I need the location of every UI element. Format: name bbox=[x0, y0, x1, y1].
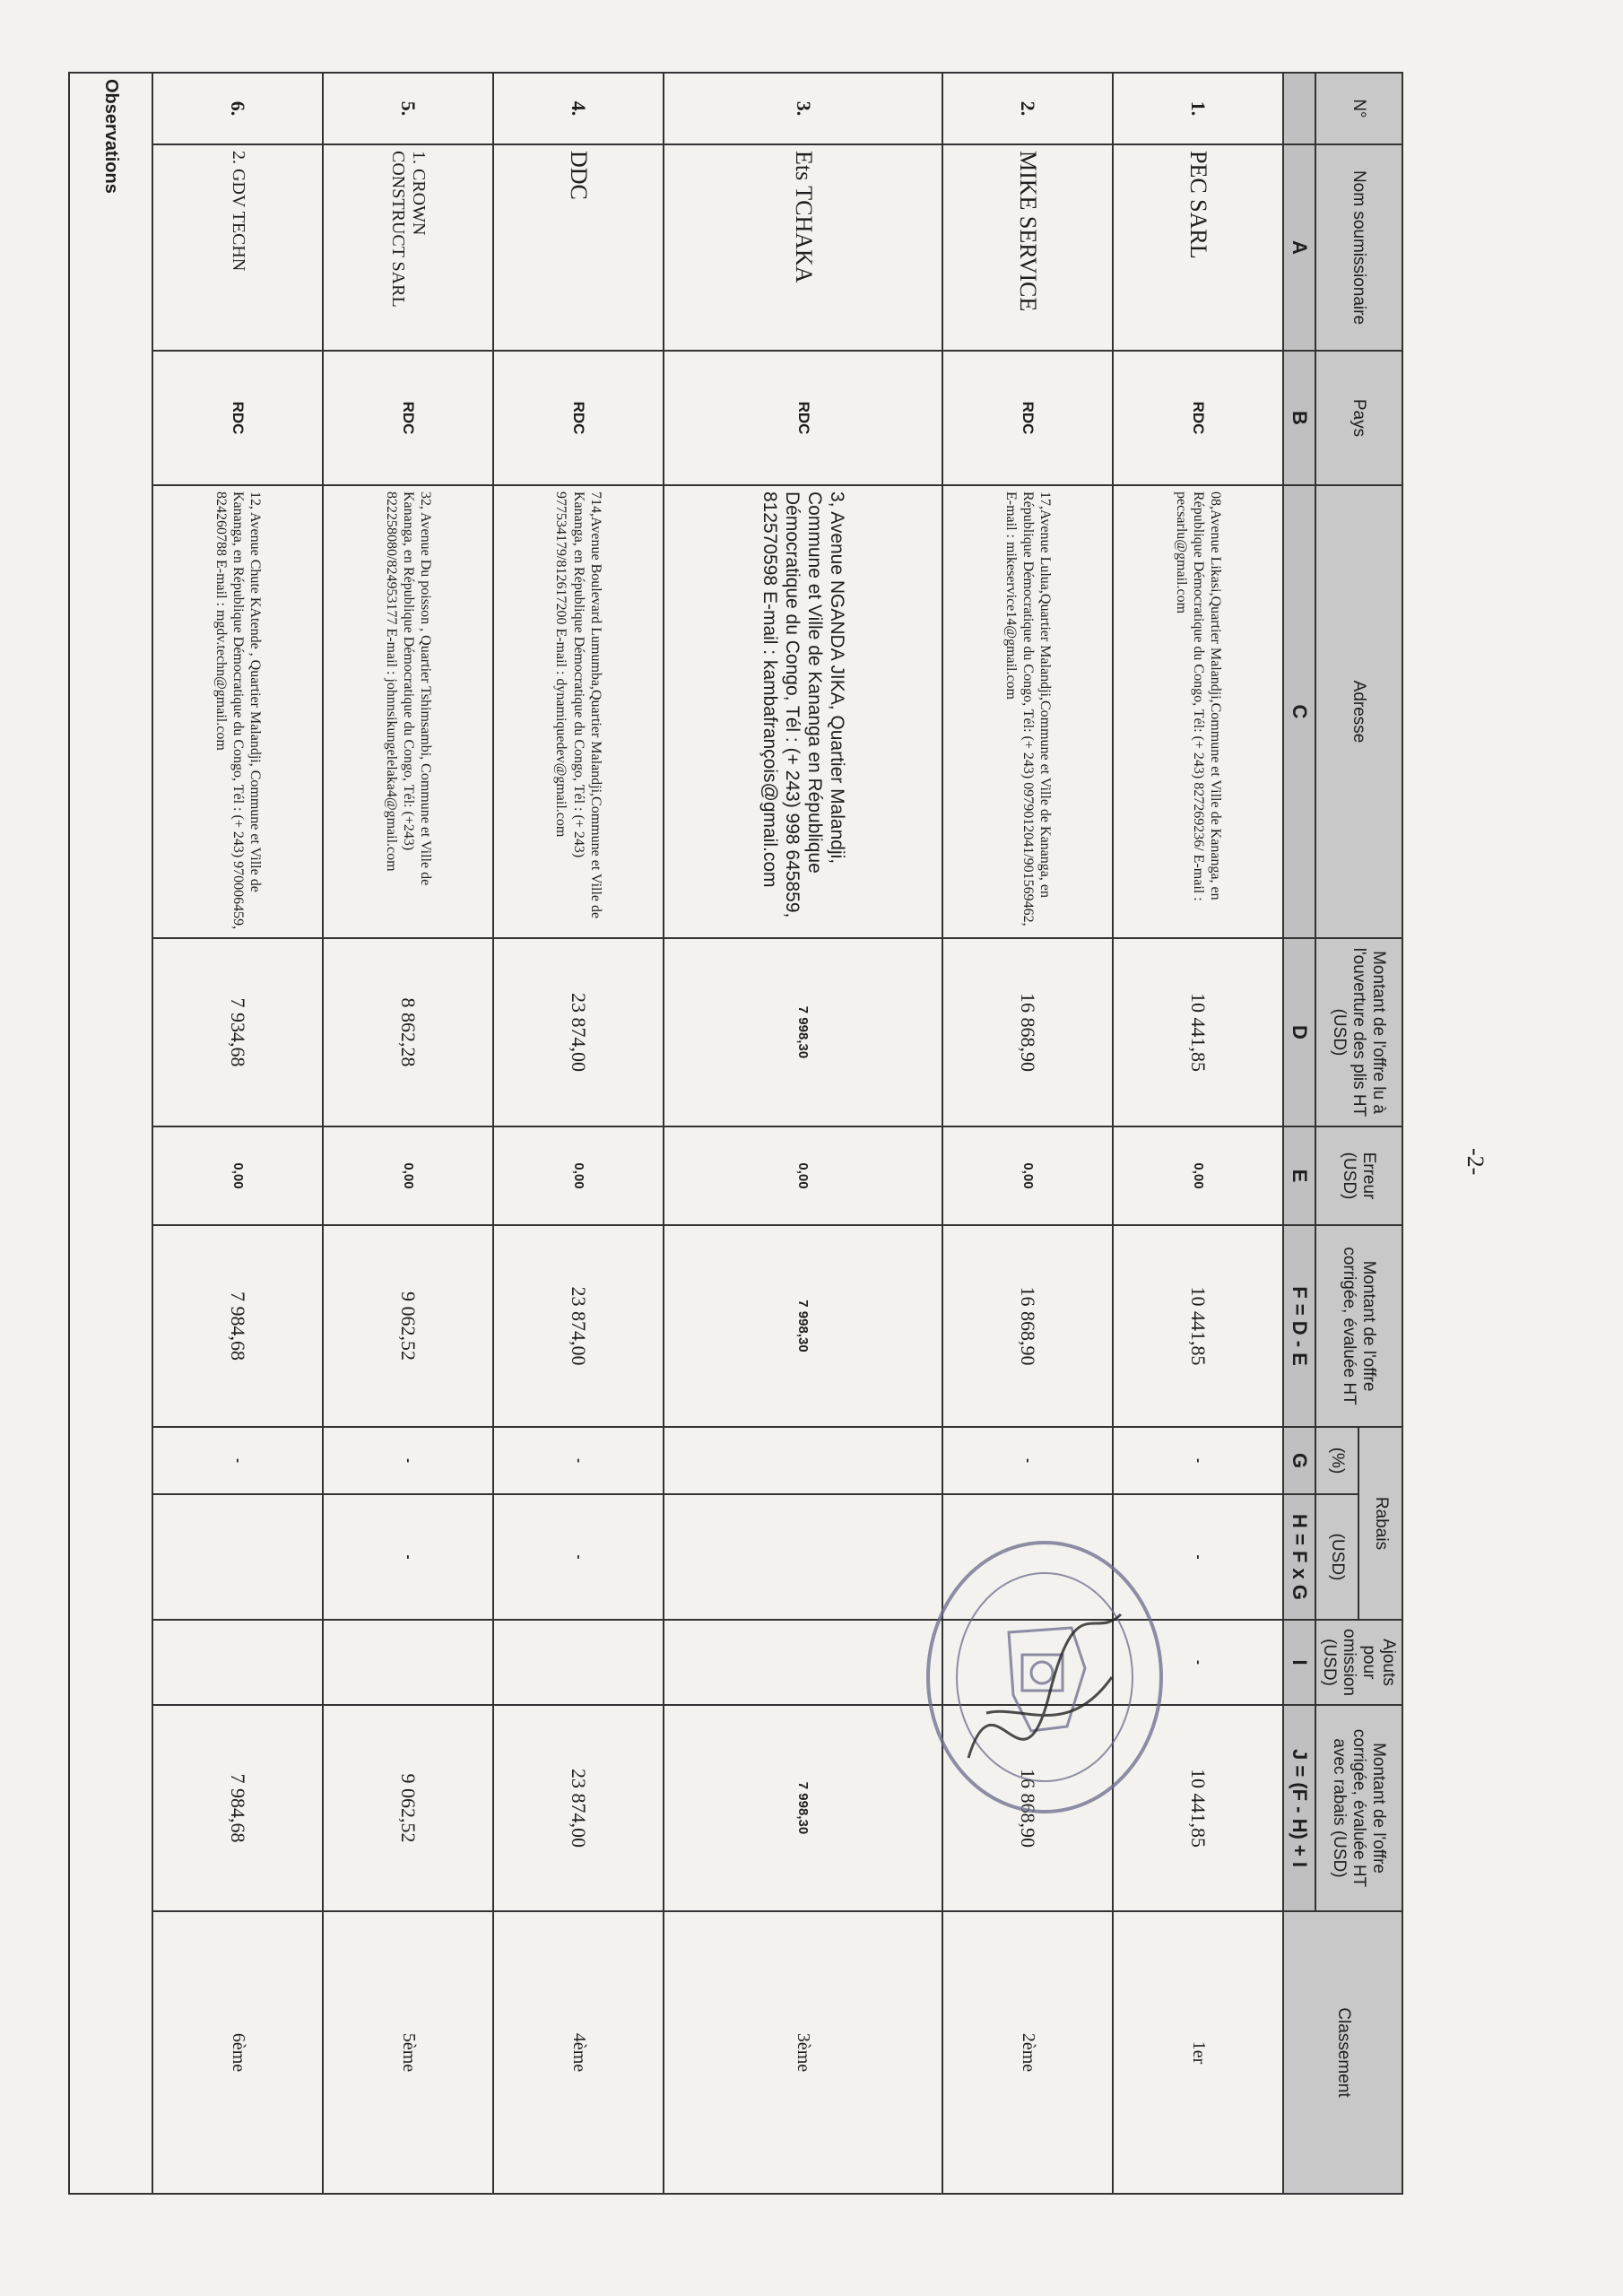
row-name: Ets TCHAKA bbox=[664, 144, 942, 351]
row-montant-d: 7 934,68 bbox=[152, 938, 323, 1126]
row-no: 2. bbox=[942, 73, 1113, 144]
observations-label: Observations bbox=[69, 73, 152, 2194]
row-pays: RDC bbox=[1113, 351, 1283, 485]
row-montant-j: 9 062,52 bbox=[323, 1705, 493, 1911]
row-montant-j: 16 868,90 bbox=[942, 1705, 1113, 1911]
row-pays: RDC bbox=[493, 351, 664, 485]
header-pays: Pays bbox=[1315, 351, 1402, 485]
row-pays: RDC bbox=[323, 351, 493, 485]
letter-a: A bbox=[1283, 144, 1315, 351]
header-montant-corrige: Montant de l'offre corrigée, évaluée HT bbox=[1315, 1225, 1402, 1427]
row-no: 3. bbox=[664, 73, 942, 144]
row-montant-j: 23 874,00 bbox=[493, 1705, 664, 1911]
row-erreur-e: 0,00 bbox=[323, 1126, 493, 1225]
letter-j: J = (F - H) + I bbox=[1283, 1705, 1315, 1911]
row-montant-d: 7 998,30 bbox=[664, 938, 942, 1126]
header-adresse: Adresse bbox=[1315, 485, 1402, 938]
row-rabais-g: - bbox=[1113, 1427, 1283, 1494]
row-name: 2. GDV TECHN bbox=[152, 144, 323, 351]
row-ajouts-i bbox=[493, 1620, 664, 1705]
row-rabais-h: - bbox=[323, 1494, 493, 1620]
row-montant-d: 8 862,28 bbox=[323, 938, 493, 1126]
row-montant-d: 16 868,90 bbox=[942, 938, 1113, 1126]
table-row bbox=[493, 73, 664, 2194]
row-adresse: 714,Avenue Boulevard Lumumba,Quartier Malandji,Commune et Ville de Kananga, en République Démocratique du Congo, Tél : (+ 243) 977534179/812617200 E-mail : dynamiquedev@gmail.com bbox=[493, 485, 664, 938]
row-montant-j: 10 441,85 bbox=[1113, 1705, 1283, 1911]
table-row bbox=[1113, 73, 1283, 2194]
row-ajouts-i bbox=[664, 1620, 942, 1705]
table-row bbox=[152, 73, 323, 2194]
table-row bbox=[664, 73, 942, 2194]
table-row bbox=[323, 73, 493, 2194]
row-name: MIKE SERVICE bbox=[942, 144, 1113, 351]
row-rabais-h: - bbox=[493, 1494, 664, 1620]
row-rabais-h: - bbox=[1113, 1494, 1283, 1620]
row-erreur-e: 0,00 bbox=[664, 1126, 942, 1225]
evaluation-table-sheet bbox=[99, 72, 1403, 2193]
row-montant-f: 23 874,00 bbox=[493, 1225, 664, 1427]
row-rank: 3ème bbox=[664, 1911, 942, 2194]
row-adresse: 3, Avenue NGANDA JIKA, Quartier Malandji, Commune et Ville de Kananga en République Démocratique du Congo, Tél : (+ 243) 998 645859, 812570598 E-mail : kambafrançois@gmail.com bbox=[664, 485, 942, 938]
row-pays: RDC bbox=[664, 351, 942, 485]
row-adresse: 08,Avenue Likasi,Quartier Malandji,Commune et Ville de Kananga, en République Démocratique du Congo, Tél: (+ 243) 827269236/ E-mail : pecsarlu@gmail.com bbox=[1113, 485, 1283, 938]
header-no: N° bbox=[1315, 73, 1402, 144]
row-adresse: 12, Avenue Chute KAtende , Quartier Malandji, Commune et Ville de Kananga, en République Démocratique du Congo, Tél : (+ 243) 970006459, 824260788 E-mail : mgdv.techn@gmail.com bbox=[152, 485, 323, 938]
row-montant-d: 23 874,00 bbox=[493, 938, 664, 1126]
row-erreur-e: 0,00 bbox=[1113, 1126, 1283, 1225]
letter-b: B bbox=[1283, 351, 1315, 485]
header-ajouts: Ajouts pour omission (USD) bbox=[1315, 1620, 1402, 1705]
observations-row bbox=[69, 73, 152, 2194]
row-rank: 5ème bbox=[323, 1911, 493, 2194]
letter-c: C bbox=[1283, 485, 1315, 938]
row-name: DDC bbox=[493, 144, 664, 351]
row-montant-f: 7 998,30 bbox=[664, 1225, 942, 1427]
header-montant-final: Montant de l'offre corrigée, évaluée HT avec rabais (USD) bbox=[1315, 1705, 1402, 1911]
letter-f: F = D - E bbox=[1283, 1225, 1315, 1427]
row-rabais-h bbox=[664, 1494, 942, 1620]
row-montant-f: 10 441,85 bbox=[1113, 1225, 1283, 1427]
row-ajouts-i: - bbox=[1113, 1620, 1283, 1705]
row-name: PEC SARL bbox=[1113, 144, 1283, 351]
row-erreur-e: 0,00 bbox=[152, 1126, 323, 1225]
row-montant-f: 9 062,52 bbox=[323, 1225, 493, 1427]
letter-e: E bbox=[1283, 1126, 1315, 1225]
row-rank: 1er bbox=[1113, 1911, 1283, 2194]
letter-h: H = F x G bbox=[1283, 1494, 1315, 1620]
header-rabais-pct: (%) bbox=[1315, 1427, 1359, 1494]
row-rank: 6ème bbox=[152, 1911, 323, 2194]
row-montant-f: 7 984,68 bbox=[152, 1225, 323, 1427]
row-name: 1. CROWN CONSTRUCT SARL bbox=[323, 144, 493, 351]
row-rabais-g: - bbox=[942, 1427, 1113, 1494]
table-row bbox=[942, 73, 1113, 2194]
header-row bbox=[1358, 73, 1402, 2194]
row-erreur-e: 0,00 bbox=[942, 1126, 1113, 1225]
letter-g: G bbox=[1283, 1427, 1315, 1494]
row-no: 1. bbox=[1113, 73, 1283, 144]
row-ajouts-i bbox=[152, 1620, 323, 1705]
header-rabais: Rabais bbox=[1358, 1427, 1402, 1620]
row-montant-j: 7 998,30 bbox=[664, 1705, 942, 1911]
row-rabais-g bbox=[664, 1427, 942, 1494]
row-rank: 2ème bbox=[942, 1911, 1113, 2194]
row-montant-f: 16 868,90 bbox=[942, 1225, 1113, 1427]
row-rabais-g: - bbox=[493, 1427, 664, 1494]
row-ajouts-i bbox=[323, 1620, 493, 1705]
row-rabais-h bbox=[152, 1494, 323, 1620]
header-montant-ouverture: Montant de l'offre lu à l'ouverture des plis HT (USD) bbox=[1315, 938, 1402, 1126]
row-adresse: 32, Avenue Du poisson , Quartier Tshimsambi, Commune et Ville de Kananga, en République Démocratique du Congo, Tél: (+243) 822258080/824953177 E-mail : johnnsikungelelaka4@gmail.com bbox=[323, 485, 493, 938]
evaluation-table bbox=[68, 72, 1403, 2195]
header-erreur: Erreur (USD) bbox=[1315, 1126, 1402, 1225]
row-rank: 4ème bbox=[493, 1911, 664, 2194]
page-number: -2- bbox=[1462, 1148, 1488, 1176]
official-stamp-seal bbox=[915, 1534, 1175, 1821]
letter-d: D bbox=[1283, 938, 1315, 1126]
row-pays: RDC bbox=[152, 351, 323, 485]
row-montant-j: 7 984,68 bbox=[152, 1705, 323, 1911]
row-no: 5. bbox=[323, 73, 493, 144]
header-nom: Nom soumissionaire bbox=[1315, 144, 1402, 351]
letter-i: I bbox=[1283, 1620, 1315, 1705]
row-rabais-g: - bbox=[152, 1427, 323, 1494]
row-no: 4. bbox=[493, 73, 664, 144]
row-no: 6. bbox=[152, 73, 323, 144]
header-rabais-usd: (USD) bbox=[1315, 1494, 1359, 1620]
row-adresse: 17,Avenue Luluа,Quartier Malandji,Commune et Ville de Kananga, en République Démocratique du Congo, Tél: (+ 243) 0979012041/901569462, E-mail : mikeservice14@gmail.com bbox=[942, 485, 1113, 938]
row-rabais-g: - bbox=[323, 1427, 493, 1494]
row-erreur-e: 0,00 bbox=[493, 1126, 664, 1225]
letter-blank bbox=[1283, 73, 1315, 144]
header-classement: Classement bbox=[1283, 1911, 1402, 2194]
row-montant-d: 10 441,85 bbox=[1113, 938, 1283, 1126]
row-pays: RDC bbox=[942, 351, 1113, 485]
letters-row bbox=[1283, 73, 1315, 2194]
